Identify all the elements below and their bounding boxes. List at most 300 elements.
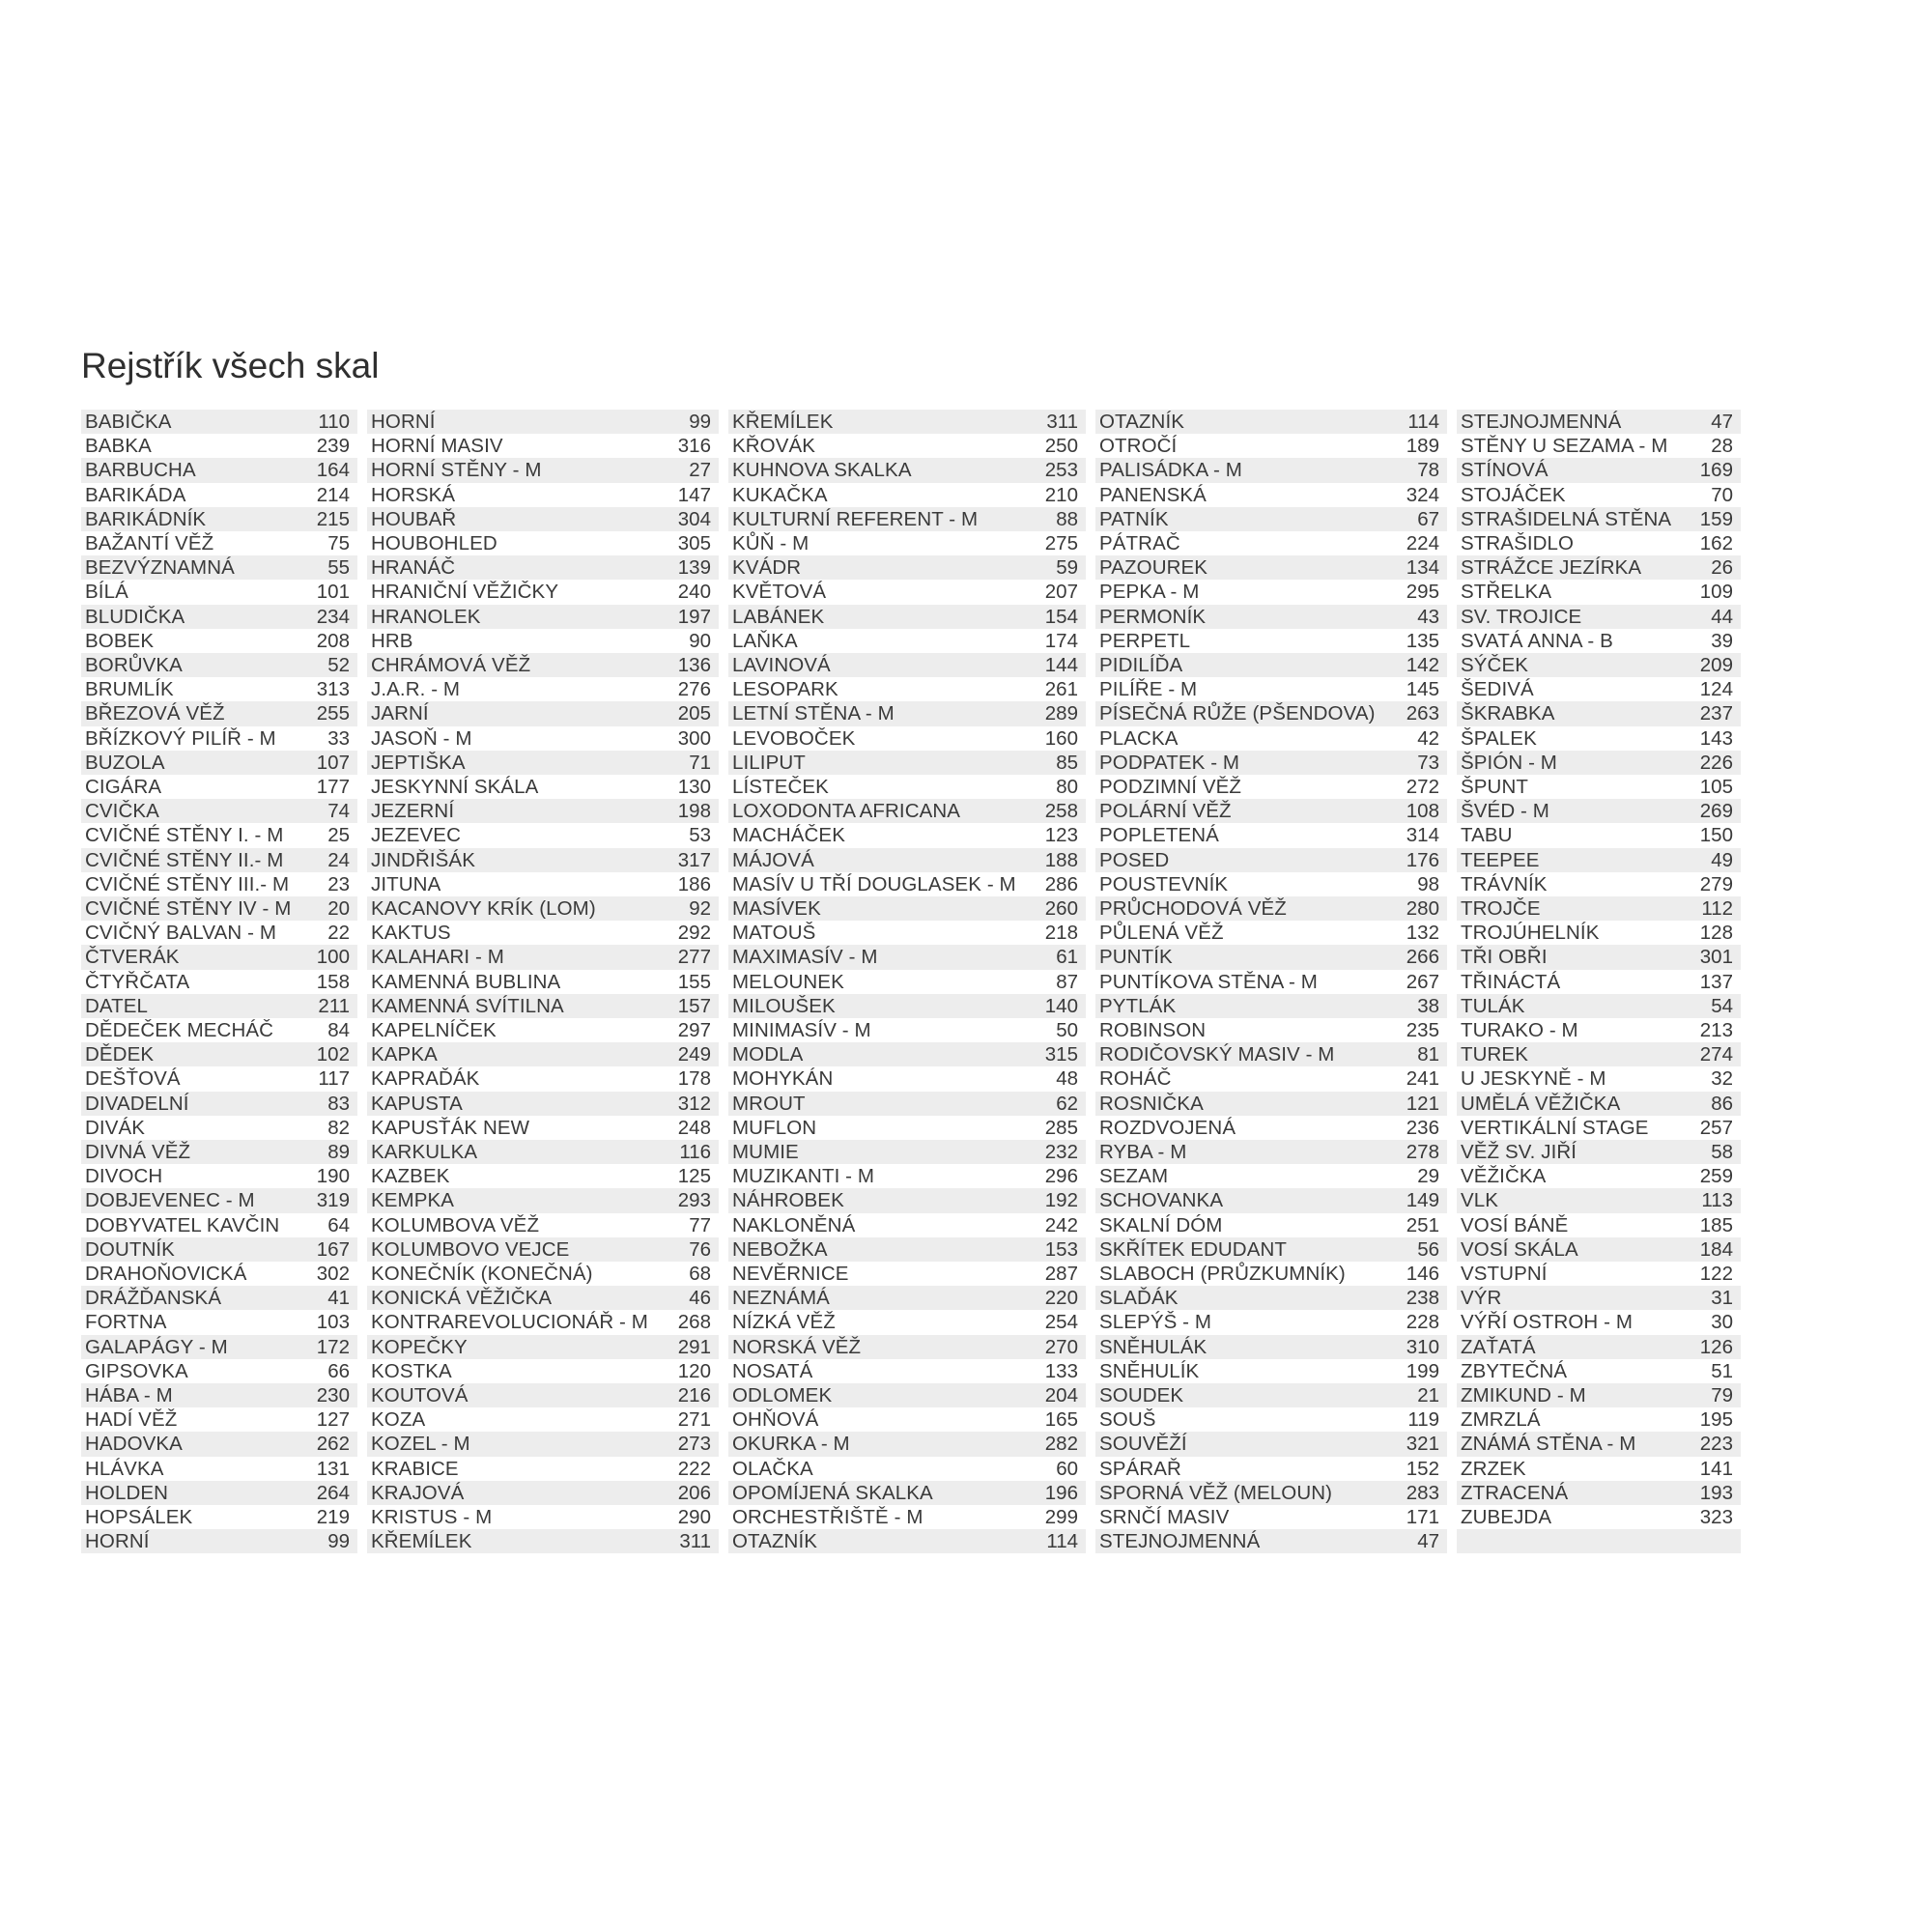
rock-name: KŘEMÍLEK [732,411,834,433]
index-row [81,1213,357,1237]
rock-name: PIDILÍĎA [1099,654,1183,676]
page-number: 176 [1406,848,1439,871]
rock-name: UMĚLÁ VĚŽIČKA [1461,1092,1621,1115]
page-number: 26 [1711,556,1733,580]
page-number: 224 [1406,532,1439,554]
page-number: 193 [1699,1481,1733,1504]
page-number: 139 [677,556,711,580]
page-number: 68 [689,1263,711,1285]
page-number: 316 [677,435,711,458]
page-number: 62 [1056,1092,1078,1115]
rock-name: TŘINÁCTÁ [1461,970,1561,993]
page-number: 28 [1711,435,1733,458]
index-row [81,555,357,580]
index-row [728,1407,1086,1432]
rock-name: PANENSKÁ [1099,483,1207,506]
rock-name: BLUDIČKA [85,605,185,628]
rock-name: HOPSÁLEK [85,1506,193,1528]
page-number: 249 [677,1043,711,1066]
index-row [81,1018,357,1042]
index-row [1457,507,1741,531]
rock-name: HLÁVKA [85,1457,164,1480]
page-number: 113 [1701,1189,1733,1212]
index-row [1457,1116,1741,1140]
rock-name: PYTLÁK [1099,994,1177,1017]
page-number: 314 [1406,824,1439,847]
rock-name: BEZVÝZNAMNÁ [85,556,235,580]
index-row [1457,580,1741,604]
index-row [367,653,719,677]
rock-name: KRABICE [371,1457,459,1480]
rock-name: BŘÍZKOVÝ PILÍŘ - M [85,726,276,750]
page-number: 291 [677,1335,711,1358]
rock-name: KAPRAĎÁK [371,1067,480,1091]
rock-name: ZRZEK [1461,1457,1526,1480]
index-row [1095,1359,1447,1383]
rock-name: KARKULKA [371,1141,478,1163]
rock-name: TŘI OBŘI [1461,946,1548,969]
page-number: 80 [1056,776,1078,798]
index-row [1095,823,1447,847]
index-row [728,410,1086,434]
rock-name: KRAJOVÁ [371,1481,465,1504]
rock-name: TROJČE [1461,897,1541,920]
page-number: 296 [1044,1165,1078,1188]
index-row [81,1066,357,1091]
page-number: 150 [1699,824,1733,847]
rock-name: KOPEČKY [371,1335,468,1358]
rock-name: KULTURNÍ REFERENT - M [732,507,979,530]
page-number: 323 [1699,1506,1733,1528]
page-number: 47 [1417,1530,1439,1553]
rock-name: GALAPÁGY - M [85,1335,228,1358]
page-number: 81 [1417,1043,1439,1066]
page-number: 206 [677,1481,711,1504]
index-row [367,1529,719,1553]
page-number: 210 [1044,483,1078,506]
index-row [1095,1529,1447,1553]
page-number: 293 [677,1189,711,1212]
page-number: 290 [677,1506,711,1528]
rock-name: SNĚHULÍK [1099,1359,1200,1382]
rock-name: CVIČNÉ STĚNY II.- M [85,848,284,871]
page-number: 313 [316,678,350,701]
index-row [367,580,719,604]
page-number: 283 [1406,1481,1439,1504]
page-number: 228 [1406,1311,1439,1334]
rock-name: NORSKÁ VĚŽ [732,1335,862,1358]
rock-name: SLABOCH (PRŮZKUMNÍK) [1099,1263,1346,1285]
rock-name: KOSTKA [371,1359,452,1382]
index-row [1095,1262,1447,1286]
rock-name: ZNÁMÁ STĚNA - M [1461,1433,1636,1456]
rock-name: VOSÍ BÁNĚ [1461,1213,1569,1236]
index-row [81,580,357,604]
rock-name: STRAŠIDELNÁ STĚNA [1461,507,1672,530]
page-number: 83 [327,1092,350,1115]
page-number: 25 [327,824,350,847]
index-row [1095,1066,1447,1091]
rock-name: BOBEK [85,629,155,652]
index-row [728,823,1086,847]
page-number: 124 [1699,678,1733,701]
rock-name: JINDŘIŠÁK [371,848,475,871]
rock-name: KAMENNÁ SVÍTILNA [371,994,564,1017]
rock-name: ZMRZLÁ [1461,1408,1541,1432]
index-row [728,1092,1086,1116]
index-row [81,945,357,969]
page-number: 184 [1699,1237,1733,1261]
page-number: 153 [1044,1237,1078,1261]
index-row [81,1310,357,1334]
page-number: 122 [1699,1263,1733,1285]
index-row [1457,1164,1741,1188]
rock-name: KAMENNÁ BUBLINA [371,970,561,993]
rock-name: KAZBEK [371,1165,450,1188]
rock-name: KŘOVÁK [732,435,816,458]
rock-name: OTAZNÍK [732,1530,818,1553]
index-row [81,434,357,458]
rock-name: JARNÍ [371,702,429,725]
page-number: 149 [1406,1189,1439,1212]
index-row [728,1310,1086,1334]
rock-name: SV. TROJICE [1461,605,1582,628]
rock-name: ODLOMEK [732,1384,833,1406]
rock-name: PODPATEK - M [1099,751,1240,774]
page-number: 272 [1406,776,1439,798]
page-number: 205 [677,702,711,725]
rock-name: SPORNÁ VĚŽ (MELOUN) [1099,1481,1333,1504]
index-row [367,1188,719,1212]
index-row [1095,921,1447,945]
index-row [367,994,719,1018]
rock-name: KAPKA [371,1043,438,1066]
rock-name: PŮLENÁ VĚŽ [1099,922,1224,945]
page-number: 273 [677,1433,711,1456]
index-row [1095,701,1447,725]
index-row [81,848,357,872]
rock-name: ZAŤATÁ [1461,1335,1536,1358]
page-number: 33 [327,726,350,750]
rock-name: DIVOCH [85,1165,163,1188]
page-number: 263 [1406,702,1439,725]
page-number: 216 [677,1384,711,1406]
page-number: 126 [1699,1335,1733,1358]
page-number: 204 [1044,1384,1078,1406]
index-row [1457,751,1741,775]
page-number: 145 [1406,678,1439,701]
rock-name: MÁJOVÁ [732,848,814,871]
rock-name: MASÍV U TŘÍ DOUGLASEK - M [732,872,1016,895]
page-number: 304 [677,507,711,530]
rock-name: HOUBOHLED [371,532,497,554]
page-number: 64 [327,1213,350,1236]
rock-name: LABÁNEK [732,605,825,628]
rock-name: PLACKA [1099,726,1179,750]
rock-name: MATOUŠ [732,922,816,945]
page-number: 234 [316,605,350,628]
index-row [367,531,719,555]
rock-name: PERPETL [1099,629,1191,652]
index-row [728,458,1086,482]
index-row [367,605,719,629]
page-number: 269 [1699,800,1733,823]
rock-name: VÝR [1461,1287,1502,1310]
page-number: 78 [1417,459,1439,482]
rock-name: OTAZNÍK [1099,411,1185,433]
page-number: 103 [316,1311,350,1334]
page-number: 215 [316,507,350,530]
page-number: 54 [1711,994,1733,1017]
index-row [1457,605,1741,629]
page-number: 167 [316,1237,350,1261]
page-number: 302 [316,1263,350,1285]
rock-name: ZTRACENÁ [1461,1481,1569,1504]
index-row [367,483,719,507]
rock-name: DIVNÁ VĚŽ [85,1141,191,1163]
index-row [367,1140,719,1164]
index-row [81,1042,357,1066]
page-number: 71 [689,751,711,774]
page-number: 86 [1711,1092,1733,1115]
index-row [728,1188,1086,1212]
page-number: 264 [316,1481,350,1504]
index-row [367,1432,719,1456]
page-number: 321 [1406,1433,1439,1456]
rock-name: KONICKÁ VĚŽIČKA [371,1287,553,1310]
page-number: 301 [1699,946,1733,969]
rock-name: VĚŽ SV. JIŘÍ [1461,1141,1577,1163]
index-row [1457,1213,1741,1237]
rock-name: SRNČÍ MASIV [1099,1506,1230,1528]
rock-name: NÁHROBEK [732,1189,844,1212]
rock-name: POUSTEVNÍK [1099,872,1229,895]
page-number: 261 [1044,678,1078,701]
page-number: 48 [1056,1067,1078,1091]
rock-name: KUHNOVA SKALKA [732,459,912,482]
index-row [1457,1140,1741,1164]
page-number: 286 [1044,872,1078,895]
page-number: 56 [1417,1237,1439,1261]
page-number: 128 [1699,922,1733,945]
page-number: 59 [1056,556,1078,580]
page-number: 223 [1699,1433,1733,1456]
index-row [81,896,357,921]
index-row [367,872,719,896]
page-number: 250 [1044,435,1078,458]
rock-name: PEPKA - M [1099,581,1200,604]
page-number: 280 [1406,897,1439,920]
index-row [728,1213,1086,1237]
rock-name: PILÍŘE - M [1099,678,1198,701]
index-row [728,677,1086,701]
index-row [1457,555,1741,580]
index-row [81,970,357,994]
rock-name: BÍLÁ [85,581,128,604]
index-row [367,1335,719,1359]
rock-name: ROHÁČ [1099,1067,1172,1091]
page-number: 213 [1699,1019,1733,1041]
index-row [728,896,1086,921]
rock-name: KOLUMBOVO VEJCE [371,1237,570,1261]
index-row [1457,629,1741,653]
rock-name: NOSATÁ [732,1359,813,1382]
rock-name: HRANIČNÍ VĚŽIČKY [371,581,559,604]
rock-name: STOJÁČEK [1461,483,1566,506]
rock-name: PATNÍK [1099,507,1169,530]
index-row [367,751,719,775]
index-row [1457,1432,1741,1456]
page-number: 76 [689,1237,711,1261]
page-number: 255 [316,702,350,725]
rock-name: POSED [1099,848,1170,871]
rock-name: BAŽANTÍ VĚŽ [85,532,214,554]
index-row [728,970,1086,994]
rock-name: DOBYVATEL KAVČIN [85,1213,280,1236]
rock-name: PÁTRAČ [1099,532,1180,554]
index-row [81,629,357,653]
index-row [1095,775,1447,799]
rock-name: PÍSEČNÁ RŮŽE (PŠENDOVA) [1099,702,1376,725]
index-row [367,1383,719,1407]
index-row [1095,751,1447,775]
rock-name: HORNÍ MASIV [371,435,503,458]
rock-name: PAZOUREK [1099,556,1208,580]
rock-name: BŘEZOVÁ VĚŽ [85,702,225,725]
page-number: 311 [1046,411,1078,433]
page-number: 75 [327,532,350,554]
index-row [81,1505,357,1529]
rock-name: KONEČNÍK (KONEČNÁ) [371,1263,593,1285]
index-row [367,1042,719,1066]
rock-name: HADÍ VĚŽ [85,1408,178,1432]
index-row [1457,1481,1741,1505]
page-number: 238 [1406,1287,1439,1310]
index-row [1457,848,1741,872]
rock-name: ŠEDIVÁ [1461,678,1534,701]
index-row [81,921,357,945]
index-row [1457,726,1741,751]
page-number: 186 [677,872,711,895]
rock-name: KEMPKA [371,1189,455,1212]
index-row [1095,507,1447,531]
index-row [1457,799,1741,823]
rock-name: JEZEVEC [371,824,461,847]
rock-name: BABKA [85,435,152,458]
index-row [367,555,719,580]
page-number: 144 [1044,654,1078,676]
rock-name: CVIČNÉ STĚNY III.- M [85,872,290,895]
rock-name: BRUMLÍK [85,678,174,701]
index-row [1457,458,1741,482]
page-number: 262 [316,1433,350,1456]
rock-name: SOUVĚŽÍ [1099,1433,1187,1456]
page-number: 102 [316,1043,350,1066]
index-row [1095,1335,1447,1359]
page-number: 99 [327,1530,350,1553]
page-number: 312 [677,1092,711,1115]
index-row [1095,726,1447,751]
index-row [367,677,719,701]
index-row [367,775,719,799]
page-number: 230 [316,1384,350,1406]
rock-name: U JESKYNĚ - M [1461,1067,1606,1091]
page-number: 42 [1417,726,1439,750]
index-row [728,1457,1086,1481]
rock-name: TUREK [1461,1043,1528,1066]
rock-name: VĚŽIČKA [1461,1165,1547,1188]
index-row [1457,945,1741,969]
rock-name: ŠVÉD - M [1461,800,1549,823]
index-row [1095,896,1447,921]
rock-name: RODIČOVSKÝ MASIV - M [1099,1043,1335,1066]
page-number: 132 [1406,922,1439,945]
index-row [728,1140,1086,1164]
index-row [1095,605,1447,629]
rock-name: CIGÁRA [85,776,162,798]
page-number: 142 [1406,654,1439,676]
index-row [728,1164,1086,1188]
rock-name: HORNÍ [85,1530,150,1553]
rock-name: DIVADELNÍ [85,1092,189,1115]
page-number: 178 [677,1067,711,1091]
rock-name: DOBJEVENEC - M [85,1189,255,1212]
page-number: 120 [677,1359,711,1382]
page-number: 61 [1056,946,1078,969]
rock-name: TURAKO - M [1461,1019,1578,1041]
rock-name: SNĚHULÁK [1099,1335,1208,1358]
page-number: 147 [677,483,711,506]
page-number: 117 [318,1067,350,1091]
page-number: 220 [1044,1287,1078,1310]
index-row [367,458,719,482]
page-number: 39 [1711,629,1733,652]
page-number: 260 [1044,897,1078,920]
index-row [728,580,1086,604]
index-row [1095,1164,1447,1188]
rock-name: LEVOBOČEK [732,726,856,750]
index-row [1457,1383,1741,1407]
page-number: 140 [1044,994,1078,1017]
index-row [367,1310,719,1334]
index-row [728,1481,1086,1505]
rock-name: LAVINOVÁ [732,654,831,676]
index-row [1095,629,1447,653]
index-row [1457,1237,1741,1262]
rock-name: SVATÁ ANNA - B [1461,629,1613,652]
rock-name: MUFLON [732,1116,817,1139]
rock-name: MELOUNEK [732,970,844,993]
page-number: 189 [1406,435,1439,458]
page-number: 287 [1044,1263,1078,1285]
page-number: 89 [327,1141,350,1163]
page-number: 317 [677,848,711,871]
rock-name: ŠPIÓN - M [1461,751,1557,774]
page-number: 152 [1406,1457,1439,1480]
rock-name: HADOVKA [85,1433,183,1456]
index-row [81,1164,357,1188]
rock-name: OTROČÍ [1099,435,1178,458]
index-row [367,1286,719,1310]
page-number: 101 [316,581,350,604]
index-row [728,701,1086,725]
page-number: 121 [1406,1092,1439,1115]
index-row [81,1188,357,1212]
rock-name: HORNÍ [371,411,436,433]
page-number: 285 [1044,1116,1078,1139]
index-row [1457,1018,1741,1042]
index-row [81,1262,357,1286]
